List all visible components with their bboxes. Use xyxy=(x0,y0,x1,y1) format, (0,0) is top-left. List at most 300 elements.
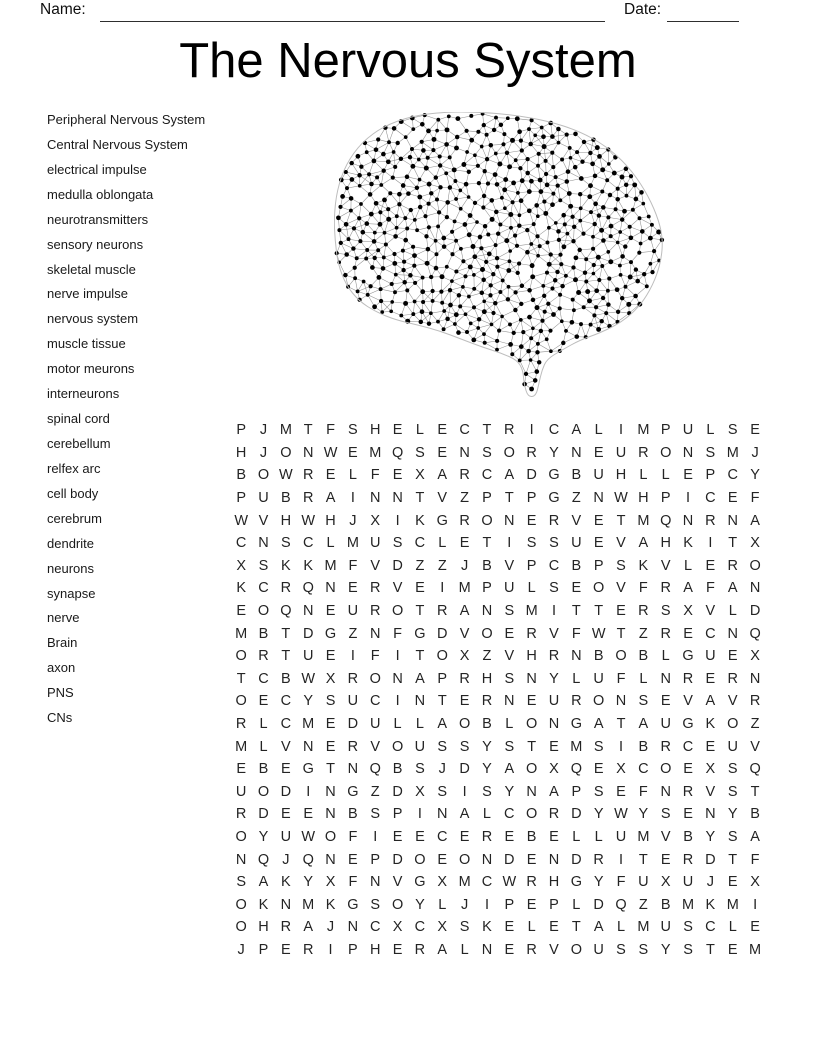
grid-letter: N xyxy=(749,580,761,597)
grid-letter: S xyxy=(616,557,626,574)
grid-letter: I xyxy=(395,648,400,665)
grid-letter: A xyxy=(459,603,470,620)
grid-letter: A xyxy=(750,828,760,845)
grid-letter: N xyxy=(280,896,292,913)
grid-letter: H xyxy=(369,422,381,439)
word-list-item: neurons xyxy=(47,560,94,576)
grid-letter: P xyxy=(348,941,358,958)
grid-letter: R xyxy=(548,806,560,823)
grid-letter: Y xyxy=(705,828,716,845)
grid-letter: Y xyxy=(750,467,760,484)
grid-letter: H xyxy=(235,444,247,461)
grid-letter: F xyxy=(638,783,648,800)
grid-letter: J xyxy=(326,919,335,936)
grid-letter: B xyxy=(281,670,291,687)
word-list-item: cerebrum xyxy=(47,510,102,526)
grid-letter: E xyxy=(392,422,403,439)
word-list-item: spinal cord xyxy=(47,411,110,427)
grid-letter: V xyxy=(281,738,291,755)
grid-letter: E xyxy=(504,625,515,642)
grid-letter: G xyxy=(347,896,359,913)
grid-letter: E xyxy=(504,828,515,845)
grid-letter: I xyxy=(395,693,400,710)
grid-letter: R xyxy=(235,716,247,733)
grid-letter: I xyxy=(619,851,624,868)
grid-letter: H xyxy=(369,941,381,958)
grid-letter: E xyxy=(549,738,559,755)
word-list-item: dendrite xyxy=(47,535,94,551)
grid-letter: A xyxy=(415,670,425,687)
grid-letter: I xyxy=(417,806,422,823)
grid-letter: Z xyxy=(750,716,760,733)
word-search-grid xyxy=(230,419,766,961)
grid-letter: V xyxy=(504,557,515,574)
grid-letter: U xyxy=(593,941,604,958)
grid-letter: A xyxy=(638,716,649,733)
grid-letter: C xyxy=(727,467,738,484)
grid-letter: G xyxy=(436,512,448,529)
grid-letter: R xyxy=(682,851,694,868)
grid-letter: F xyxy=(370,648,380,665)
grid-letter: L xyxy=(326,535,335,552)
grid-letter: O xyxy=(369,670,381,687)
grid-letter: W xyxy=(301,512,316,529)
word-list-item: sensory neurons xyxy=(47,236,144,252)
grid-letter: S xyxy=(281,535,291,552)
grid-letter: O xyxy=(257,467,270,484)
grid-letter: U xyxy=(414,738,426,755)
grid-letter: J xyxy=(349,512,357,529)
grid-letter: O xyxy=(526,761,538,778)
grid-letter: N xyxy=(615,693,627,710)
grid-letter: R xyxy=(347,670,359,687)
grid-letter: F xyxy=(348,557,358,574)
grid-letter: N xyxy=(682,444,694,461)
grid-letter: R xyxy=(414,941,426,958)
grid-letter: V xyxy=(705,783,716,800)
grid-letter: E xyxy=(392,467,403,484)
grid-letter: V xyxy=(258,512,269,529)
grid-letter: M xyxy=(525,603,538,620)
grid-letter: N xyxy=(727,625,738,642)
grid-letter: Z xyxy=(415,557,425,574)
grid-letter: U xyxy=(548,693,560,710)
grid-letter: C xyxy=(459,422,470,439)
grid-letter: C xyxy=(481,467,493,484)
grid-letter: E xyxy=(348,444,358,461)
grid-letter: E xyxy=(526,512,537,529)
grid-letter: S xyxy=(593,738,604,755)
grid-letter: E xyxy=(660,693,671,710)
grid-letter: D xyxy=(258,806,269,823)
grid-letter: N xyxy=(526,783,537,800)
grid-letter: M xyxy=(302,896,315,913)
grid-letter: C xyxy=(705,490,716,507)
grid-letter: L xyxy=(728,919,737,936)
grid-letter: W xyxy=(279,467,293,484)
grid-letter: C xyxy=(638,761,649,778)
grid-letter: T xyxy=(728,535,738,552)
grid-letter: O xyxy=(481,625,493,642)
grid-letter: Y xyxy=(593,874,604,891)
grid-letter: S xyxy=(370,806,381,823)
grid-letter: D xyxy=(571,806,582,823)
grid-letter: T xyxy=(616,625,626,642)
grid-letter: F xyxy=(616,874,626,891)
grid-letter: L xyxy=(572,828,581,845)
grid-letter: T xyxy=(415,490,425,507)
grid-letter: R xyxy=(571,693,582,710)
grid-letter: F xyxy=(370,467,380,484)
grid-letter: N xyxy=(347,761,359,778)
word-list-item: cerebellum xyxy=(47,435,111,451)
grid-letter: U xyxy=(593,670,604,687)
word-list-item: axon xyxy=(47,660,76,676)
word-list-item: cell body xyxy=(47,485,99,501)
grid-letter: O xyxy=(660,761,672,778)
grid-letter: T xyxy=(281,625,291,642)
grid-letter: A xyxy=(504,467,515,484)
grid-letter: N xyxy=(347,919,359,936)
grid-letter: S xyxy=(526,535,537,552)
grid-letter: Y xyxy=(482,761,492,778)
grid-letter: I xyxy=(328,941,333,958)
grid-letter: P xyxy=(705,467,716,484)
grid-letter: I xyxy=(306,783,311,800)
grid-letter: O xyxy=(526,716,538,733)
grid-letter: A xyxy=(258,874,269,891)
grid-letter: N xyxy=(369,490,381,507)
grid-letter: E xyxy=(616,783,626,800)
grid-letter: V xyxy=(616,535,626,552)
grid-letter: T xyxy=(594,603,604,620)
grid-letter: V xyxy=(705,603,716,620)
grid-letter: M xyxy=(637,828,650,845)
grid-letter: P xyxy=(526,490,537,507)
grid-letter: Y xyxy=(660,941,671,958)
grid-letter: N xyxy=(660,783,671,800)
grid-letter: S xyxy=(549,580,559,597)
grid-letter: V xyxy=(571,512,582,529)
grid-letter: N xyxy=(504,693,515,710)
grid-letter: B xyxy=(750,806,760,823)
grid-letter: L xyxy=(259,716,268,733)
grid-letter: R xyxy=(660,738,671,755)
grid-letter: E xyxy=(526,851,537,868)
grid-letter: C xyxy=(258,580,269,597)
grid-letter: L xyxy=(728,603,737,620)
grid-letter: F xyxy=(705,580,715,597)
grid-letter: S xyxy=(504,738,515,755)
grid-letter: S xyxy=(727,828,738,845)
grid-letter: U xyxy=(638,874,649,891)
grid-letter: J xyxy=(259,422,268,439)
grid-letter: I xyxy=(551,603,556,620)
grid-letter: S xyxy=(660,806,671,823)
grid-letter: C xyxy=(369,919,381,936)
grid-letter: D xyxy=(280,783,292,800)
word-list-item: medulla oblongata xyxy=(47,186,154,202)
grid-letter: B xyxy=(638,738,649,755)
grid-letter: P xyxy=(660,490,671,507)
grid-letter: L xyxy=(482,806,491,823)
grid-letter: T xyxy=(326,761,335,778)
grid-letter: G xyxy=(682,648,694,665)
grid-letter: R xyxy=(369,580,381,597)
grid-letter: R xyxy=(727,670,738,687)
grid-letter: P xyxy=(236,490,246,507)
grid-letter: V xyxy=(660,828,671,845)
grid-letter: L xyxy=(438,896,447,913)
grid-letter: C xyxy=(548,422,560,439)
grid-letter: N xyxy=(235,851,247,868)
grid-letter: U xyxy=(235,783,247,800)
grid-letter: D xyxy=(504,851,515,868)
grid-letter: E xyxy=(660,851,671,868)
grid-letter: E xyxy=(593,761,604,778)
grid-letter: N xyxy=(682,512,694,529)
grid-letter: Q xyxy=(749,761,761,778)
grid-letter: W xyxy=(591,625,606,642)
grid-letter: S xyxy=(482,783,492,800)
grid-letter: X xyxy=(750,874,760,891)
grid-letter: R xyxy=(258,648,269,665)
grid-letter: B xyxy=(482,557,492,574)
grid-letter: U xyxy=(682,422,694,439)
grid-letter: P xyxy=(593,557,604,574)
word-list-item: skeletal muscle xyxy=(47,261,136,277)
grid-letter: P xyxy=(236,422,246,439)
word-list-item: Peripheral Nervous System xyxy=(47,112,206,127)
grid-letter: G xyxy=(548,467,560,484)
grid-letter: U xyxy=(504,580,515,597)
grid-letter: N xyxy=(481,603,493,620)
grid-letter: E xyxy=(348,580,358,597)
grid-letter: Y xyxy=(504,783,515,800)
grid-letter: S xyxy=(593,783,604,800)
grid-letter: E xyxy=(236,603,246,620)
grid-letter: E xyxy=(705,738,716,755)
grid-letter: C xyxy=(481,874,493,891)
grid-letter: C xyxy=(548,557,560,574)
grid-letter: P xyxy=(571,783,582,800)
grid-letter: D xyxy=(302,625,314,642)
grid-letter: O xyxy=(615,648,627,665)
grid-letter: C xyxy=(369,693,381,710)
grid-letter: E xyxy=(526,896,537,913)
grid-letter: V xyxy=(437,490,448,507)
grid-letter: H xyxy=(660,535,671,552)
grid-letter: S xyxy=(549,535,559,552)
grid-letter: M xyxy=(235,625,248,642)
grid-letter: G xyxy=(347,783,359,800)
word-list-item: motor meurons xyxy=(47,361,135,377)
grid-letter: I xyxy=(619,422,624,439)
word-list-item: CNs xyxy=(47,710,73,726)
grid-letter: H xyxy=(638,490,649,507)
grid-letter: H xyxy=(258,919,269,936)
grid-letter: E xyxy=(459,535,470,552)
grid-letter: E xyxy=(750,919,760,936)
grid-letter: D xyxy=(571,851,582,868)
grid-letter: M xyxy=(235,738,248,755)
grid-letter: X xyxy=(415,783,425,800)
grid-letter: S xyxy=(392,535,403,552)
grid-letter: Y xyxy=(303,874,314,891)
grid-letter: V xyxy=(683,693,693,710)
grid-letter: O xyxy=(280,444,292,461)
grid-letter: O xyxy=(235,828,247,845)
grid-letter: J xyxy=(460,896,469,913)
grid-letter: M xyxy=(279,422,292,439)
grid-letter: F xyxy=(348,874,358,891)
grid-letter: N xyxy=(369,874,381,891)
grid-letter: U xyxy=(347,693,359,710)
page-title: The Nervous System xyxy=(179,34,637,88)
grid-letter: G xyxy=(682,716,694,733)
grid-letter: M xyxy=(346,535,359,552)
grid-letter: N xyxy=(325,806,336,823)
grid-letter: O xyxy=(391,738,404,755)
date-fill-line[interactable] xyxy=(667,6,739,22)
grid-letter: V xyxy=(370,557,381,574)
grid-letter: W xyxy=(323,444,338,461)
grid-letter: Z xyxy=(370,783,380,800)
grid-letter: D xyxy=(526,467,537,484)
word-list-item: nerve xyxy=(47,610,80,626)
grid-letter: O xyxy=(235,648,247,665)
grid-letter: L xyxy=(594,828,603,845)
word-list-item: electrical impulse xyxy=(47,161,147,177)
grid-letter: N xyxy=(481,851,493,868)
grid-letter: T xyxy=(616,716,626,733)
grid-letter: E xyxy=(705,557,716,574)
grid-letter: R xyxy=(548,512,560,529)
grid-letter: O xyxy=(503,444,515,461)
grid-letter: V xyxy=(660,557,671,574)
grid-letter: N xyxy=(369,625,381,642)
grid-letter: T xyxy=(415,648,425,665)
grid-letter: T xyxy=(571,603,581,620)
grid-letter: N xyxy=(302,603,314,620)
grid-letter: E xyxy=(504,941,515,958)
name-label: Name: xyxy=(40,1,86,18)
grid-letter: L xyxy=(616,919,626,936)
grid-letter: D xyxy=(749,603,761,620)
grid-letter: O xyxy=(391,603,404,620)
grid-letter: F xyxy=(326,422,335,439)
grid-letter: D xyxy=(437,625,448,642)
grid-letter: E xyxy=(281,941,291,958)
grid-letter: A xyxy=(549,783,559,800)
grid-letter: F xyxy=(750,851,760,868)
grid-letter: E xyxy=(236,761,246,778)
grid-letter: E xyxy=(705,670,716,687)
grid-letter: T xyxy=(728,851,738,868)
grid-letter: C xyxy=(504,806,515,823)
grid-letter: B xyxy=(638,648,649,665)
grid-letter: Q xyxy=(257,851,270,868)
grid-letter: C xyxy=(682,738,694,755)
grid-letter: L xyxy=(572,670,581,687)
grid-letter: R xyxy=(504,422,515,439)
grid-letter: T xyxy=(571,919,581,936)
grid-letter: M xyxy=(458,874,471,891)
grid-letter: S xyxy=(348,422,358,439)
grid-letter: W xyxy=(234,512,249,529)
grid-letter: X xyxy=(750,648,760,665)
grid-letter: A xyxy=(437,941,448,958)
grid-letter: R xyxy=(459,467,470,484)
grid-letter: L xyxy=(438,535,447,552)
grid-letter: R xyxy=(526,941,537,958)
grid-letter: X xyxy=(705,761,716,778)
grid-letter: O xyxy=(458,716,471,733)
grid-letter: R xyxy=(526,874,537,891)
grid-letter: E xyxy=(683,806,693,823)
grid-letter: R xyxy=(660,580,671,597)
grid-letter: N xyxy=(392,490,403,507)
word-list xyxy=(47,108,205,731)
grid-letter: M xyxy=(369,444,382,461)
grid-letter: E xyxy=(325,603,336,620)
grid-letter: F xyxy=(750,490,760,507)
grid-letter: R xyxy=(302,490,314,507)
grid-letter: T xyxy=(705,941,715,958)
grid-letter: E xyxy=(616,603,626,620)
grid-letter: R xyxy=(302,467,314,484)
grid-letter: E xyxy=(593,512,604,529)
grid-letter: D xyxy=(459,761,470,778)
grid-letter: V xyxy=(616,580,626,597)
grid-letter: U xyxy=(615,444,627,461)
grid-letter: Z xyxy=(437,557,447,574)
grid-letter: C xyxy=(437,828,448,845)
grid-letter: N xyxy=(481,941,493,958)
grid-letter: E xyxy=(459,828,470,845)
word-list-item: nervous system xyxy=(47,311,139,327)
grid-letter: O xyxy=(235,896,247,913)
grid-letter: T xyxy=(482,422,492,439)
grid-letter: F xyxy=(393,625,402,642)
grid-letter: V xyxy=(459,625,470,642)
grid-letter: R xyxy=(459,512,470,529)
grid-letter: S xyxy=(415,761,425,778)
grid-letter: J xyxy=(460,557,469,574)
grid-letter: B xyxy=(348,806,358,823)
grid-letter: E xyxy=(593,444,604,461)
grid-letter: I xyxy=(350,490,355,507)
grid-letter: T xyxy=(437,693,447,710)
name-fill-line[interactable] xyxy=(100,6,605,22)
grid-letter: M xyxy=(637,422,650,439)
grid-letter: X xyxy=(660,874,671,891)
grid-letter: N xyxy=(504,512,515,529)
date-label: Date: xyxy=(624,1,662,18)
grid-letter: X xyxy=(459,648,470,665)
word-list-item: Central Nervous System xyxy=(47,136,188,152)
grid-letter: V xyxy=(727,693,738,710)
grid-letter: U xyxy=(280,828,292,845)
grid-letter: D xyxy=(347,716,359,733)
grid-letter: S xyxy=(504,603,515,620)
grid-letter: W xyxy=(614,806,628,823)
grid-letter: N xyxy=(571,648,582,665)
grid-letter: O xyxy=(727,716,739,733)
grid-letter: Y xyxy=(549,670,559,687)
grid-letter: L xyxy=(594,422,603,439)
grid-letter: N xyxy=(749,670,761,687)
